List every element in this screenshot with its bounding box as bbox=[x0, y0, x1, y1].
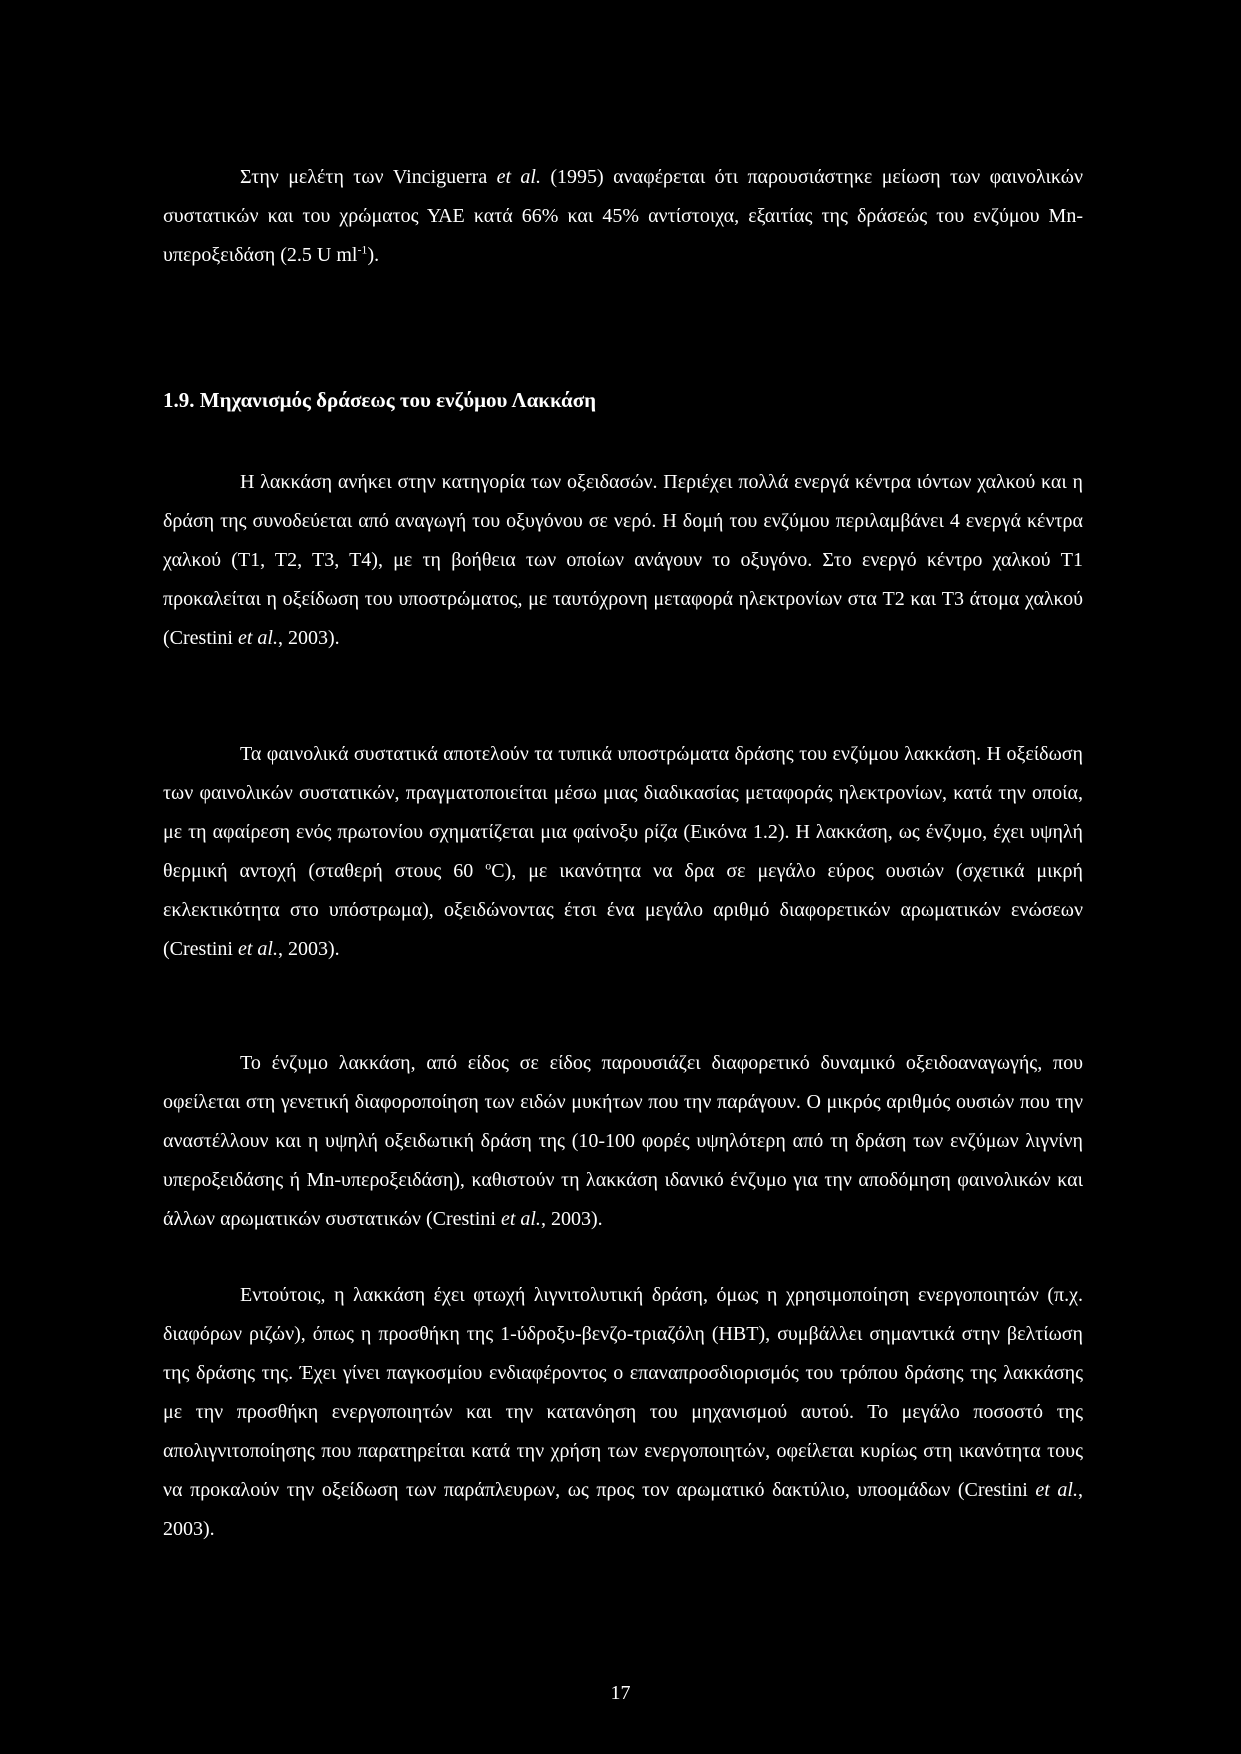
page-number: 17 bbox=[610, 1682, 631, 1704]
paragraph-text-end: , 2003). bbox=[278, 938, 340, 960]
unit-superscript: -1 bbox=[357, 242, 368, 257]
intro-text-end: ). bbox=[367, 244, 380, 266]
paragraph-text-end: , 2003). bbox=[163, 1479, 1083, 1540]
section-heading: 1.9. Μηχανισμός δράσεως του ενζύμου Λακκάση bbox=[163, 388, 597, 412]
paragraph-text-end: , 2003). bbox=[278, 627, 340, 649]
paragraph-2 bbox=[163, 735, 1083, 969]
intro-text: Στην μελέτη των Vinciguerra bbox=[240, 166, 497, 188]
intro-text-continued: (1995) αναφέρεται ότι παρουσιάστηκε μείωση των φαινολικών συστατικών και του χρώματος ΥΑΕ κατά 66% και 45% αντίστοιχα, εξαιτίας της δράσεώς του ενζύμου Mn-υπεροξειδάση (2.5 U ml bbox=[163, 166, 1083, 266]
paragraph-text: Εντούτοις, η λακκάση έχει φτωχή λιγνιτολυτική δράση, όμως η χρησιμοποίηση ενεργοποιητών (π.χ. διαφόρων ριζών), όπως η προσθήκη της 1-ύδροξυ-βενζο-τριαζόλη (HBT), συμβάλλει σημαντικά στην βελτίωση της δράσης της. Έχει γίνει παγκοσμίου ενδιαφέροντος ο επαναπροσδιορισμός του τρόπου δράσης της λακκάσης με την προσθήκη ενεργοποιητών και την κατανόηση του μηχανισμού αυτού. Το μεγάλο ποσοστό της απολιγνιτοποίησης που παρατηρείται κατά την χρήση των ενεργοποιητών, οφείλεται κυρίως στη ικανότητα τους να προκαλούν την οξείδωση των παράπλευρων, ως προς τον αρωματικό δακτύλιο, υποομάδων (Crestini bbox=[163, 1284, 1083, 1501]
intro-paragraph bbox=[163, 158, 1083, 275]
citation-etal: et al. bbox=[496, 166, 541, 188]
citation-etal: et al. bbox=[238, 627, 278, 649]
citation-etal: et al. bbox=[238, 938, 278, 960]
citation-etal: et al. bbox=[1035, 1479, 1078, 1501]
paragraph-text: Τα φαινολικά συστατικά αποτελούν τα τυπικά υποστρώματα δράσης του ενζύμου λακκάση. Η οξείδωση των φαινολικών συστατικών, πραγματοποιείται μέσω μιας διαδικασίας μεταφοράς ηλεκτρονίων, κατά την οποία, με τη αφαίρεση ενός πρωτονίου σχηματίζεται μια φαίνοξυ ρίζα (Εικόνα 1.2). Η λακκάση, ως ένζυμο, έχει υψηλή θερμική αντοχή (σταθερή στους 60 bbox=[163, 743, 1083, 882]
paragraph-text: Το ένζυμο λακκάση, από είδος σε είδος παρουσιάζει διαφορετικό δυναμικό οξειδοαναγωγής, που οφείλεται στη γενετική διαφοροποίηση των ειδών μυκήτων που την παράγουν. Ο μικρός αριθμός ουσιών που την αναστέλλουν και η υψηλή οξειδωτική δράση της (10-100 φορές υψηλότερη από τη δράση των ενζύμων λιγνίνη υπεροξειδάσης ή Mn-υπεροξειδάση), καθιστούν τη λακκάση ιδανικό ένζυμο για την αποδόμηση φαινολικών και άλλων αρωματικών συστατικών (Crestini bbox=[163, 1052, 1083, 1230]
paragraph-text-end: , 2003). bbox=[540, 1208, 603, 1230]
paragraph-text-continued: C), με ικανότητα να δρα σε μεγάλο εύρος ουσιών (σχετικά μικρή εκλεκτικότητα στο υπόστρωμα), οξειδώνοντας έτσι ένα μεγάλο αριθμό διαφορετικών αρωματικών ενώσεων (Crestini bbox=[163, 860, 1083, 960]
paragraph-4 bbox=[163, 1276, 1083, 1549]
citation-etal: et al. bbox=[500, 1208, 541, 1230]
degree-superscript: o bbox=[485, 858, 492, 873]
paragraph-1 bbox=[163, 463, 1083, 658]
paragraph-text: Η λακκάση ανήκει στην κατηγορία των οξειδασών. Περιέχει πολλά ενεργά κέντρα ιόντων χαλκού και η δράση της συνοδεύεται από αναγωγή του οξυγόνου σε νερό. Η δομή του ενζύμου περιλαμβάνει 4 ενεργά κέντρα χαλκού (T1, T2, T3, T4), με τη βοήθεια των οποίων ανάγουν το οξυγόνο. Στο ενεργό κέντρο χαλκού T1 προκαλείται η οξείδωση του υποστρώματος, με ταυτόχρονη μεταφορά ηλεκτρονίων στα T2 και T3 άτομα χαλκού (Crestini bbox=[163, 471, 1083, 649]
paragraph-3 bbox=[163, 1044, 1083, 1239]
